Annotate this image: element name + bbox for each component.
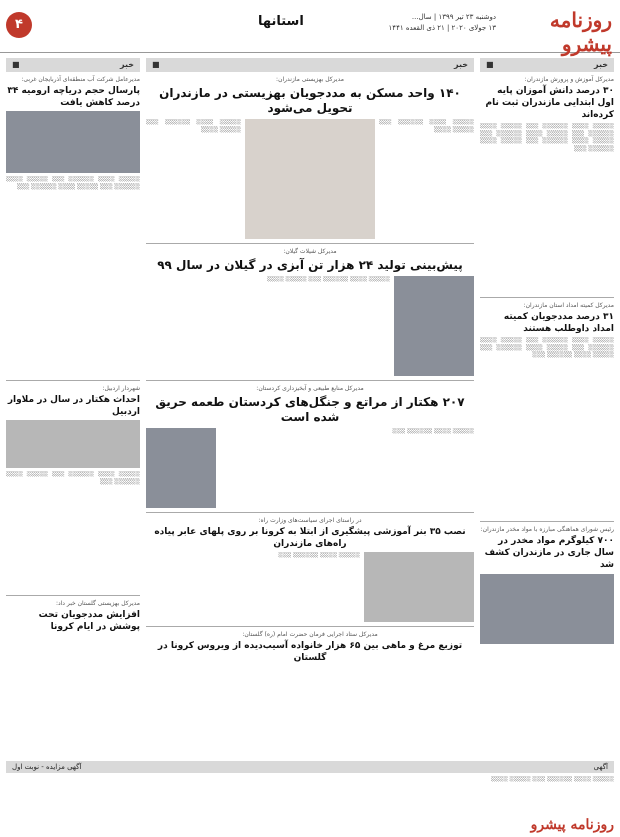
right-column-header: خبر ■ xyxy=(480,58,614,72)
article-body: ░░░░░ ░░░░ ░░░░░░ ░░░ ░░░░░ ░░░░ ░░░░░░ ░░░ ░░░░░ ░░░░ ░░░░░░ ░░░ ░░░░░ ░░░░ ░░░░░░ ░░░ ░░░░░ ░░░░ ░░░░░░ ░░░ xyxy=(480,123,614,152)
kicker: مدیرکل کمیته امداد استان مازندران: xyxy=(523,302,614,309)
kicker: مدیرعامل شرکت آب منطقه‌ای آذربایجان غربی: xyxy=(21,76,140,83)
kicker: مدیرکل منابع طبیعی و آبخیزداری کردستان: xyxy=(256,385,364,392)
article-photo xyxy=(6,111,140,173)
article-headline[interactable]: ۳۰ درصد دانش آموزان پایه اول ابتدایی مازندران ثبت نام کرده‌اند xyxy=(485,86,614,120)
footer-body: ░░░░░ ░░░░ ░░░░░░ ░░░ ░░░░░ ░░░░ xyxy=(491,776,614,782)
kicker: مدیرکل شیلات گیلان: xyxy=(283,248,337,255)
kicker: مدیرکل بهزیستی مازندران: xyxy=(276,76,344,83)
house-photo xyxy=(245,119,375,239)
article-headline[interactable]: ۲۰۷ هکتار از مراتع و جنگل‌های کردستان طعمه حریق شده است xyxy=(155,395,465,424)
article-body: ░░░░░ ░░░░ ░░░░░░ ░░░ ░░░░░ ░░░░ ░░░░░░ ░░░ xyxy=(6,471,140,485)
left-column-header: خبر ■ xyxy=(6,58,140,72)
footer-bar: آگهی آگهی مزایده - نوبت اول xyxy=(6,761,614,773)
article-body: ░░░░░ ░░░░ ░░░░░░ ░░░ ░░░░░ ░░░░ xyxy=(379,119,474,133)
kicker: مدیرکل ستاد اجرایی فرمان حضرت امام (ره) گلستان: xyxy=(242,631,378,638)
article-photo xyxy=(480,574,614,644)
center-column xyxy=(146,58,474,757)
masthead xyxy=(0,0,620,56)
article-headline[interactable]: توزیع مرغ و ماهی بین ۶۵ هزار خانواده آسیب‌دیده از ویروس کرونا در گلستان xyxy=(157,641,463,663)
kicker: مدیرکل بهزیستی گلستان خبر داد: xyxy=(55,600,140,607)
article-headline[interactable]: احداث هکتار در سال در ملاوار اردبیل xyxy=(7,395,140,417)
article-body: ░░░░░ ░░░░ ░░░░░░ ░░░ ░░░░░ ░░░░ ░░░░░░ ░░░ ░░░░░ ░░░░ ░░░░░░ ░░░ xyxy=(6,176,140,190)
footer xyxy=(6,761,614,833)
article-headline[interactable]: ۳۱ درصد مددجویان کمیته امداد داوطلب هستند xyxy=(503,312,614,334)
article-body: ░░░░░ ░░░░ ░░░░░░ ░░░ xyxy=(392,428,474,434)
article-photo xyxy=(394,276,474,376)
article-body: ░░░░░ ░░░░ ░░░░░░ ░░░ ░░░░░ ░░░░ xyxy=(146,119,241,133)
article-body: ░░░░░ ░░░░ ░░░░░░ ░░░ ░░░░░ ░░░░ xyxy=(267,276,390,282)
newspaper-logo: روزنامه پیشرو xyxy=(549,8,612,56)
kicker: مدیرکل آموزش و پرورش مازندران: xyxy=(524,76,614,83)
article-headline[interactable]: افزایش مددجویان تحت پوشش در ایام کرونا xyxy=(38,610,140,632)
footer-logo: روزنامه پیشرو xyxy=(530,817,614,833)
article-body: ░░░░░ ░░░░ ░░░░░░ ░░░ ░░░░░ ░░░░ ░░░░░░ ░░░ ░░░░░ ░░░░ ░░░░░░ ░░░ ░░░░░ ░░░░ ░░░░░░ ░░░ xyxy=(480,337,614,358)
article-photo xyxy=(146,428,216,508)
center-header: خبر ■ xyxy=(146,58,474,72)
page-number: ۴ xyxy=(6,12,32,38)
dateline: دوشنبه ۲۳ تیر ۱۳۹۹ | سال... ۱۳ جولای ۲۰۲۰ | ۲۱ ذی القعده ۱۴۴۱ xyxy=(388,13,496,32)
article-photo xyxy=(6,420,140,468)
kicker: شهردار اردبیل: xyxy=(102,385,140,392)
right-column xyxy=(480,58,614,757)
section-title: استانها xyxy=(258,14,304,29)
article-headline[interactable]: نصب ۳۵ بنر آموزشی پیشگیری از ابتلا به کرونا بر روی پلهای عابر پیاده راه‌های مازندران xyxy=(154,527,466,549)
left-column xyxy=(6,58,140,757)
lead-headline[interactable]: ۱۴۰ واحد مسکن به مددجویان بهزیستی در مازندران تحویل می‌شود xyxy=(159,86,461,115)
article-body: ░░░░░ ░░░░ ░░░░░░ ░░░ xyxy=(278,552,360,558)
kicker: در راستای اجرای سیاست‌های وزارت راه: xyxy=(258,517,362,524)
bridge-photo xyxy=(364,552,474,622)
article-headline[interactable]: پیش‌بینی تولید ۲۴ هزار تن آبزی در گیلان در سال ۹۹ xyxy=(157,258,463,272)
kicker: رئیس شورای هماهنگی مبارزه با مواد مخدر مازندران: xyxy=(480,526,614,533)
article-headline[interactable]: ۷۰۰ کیلوگرم مواد مخدر در سال جاری در مازندران کشف شد xyxy=(484,536,614,570)
article-headline[interactable]: پارسال حجم دریاچه ارومیه ۳۴ درصد کاهش یافت xyxy=(7,86,140,108)
